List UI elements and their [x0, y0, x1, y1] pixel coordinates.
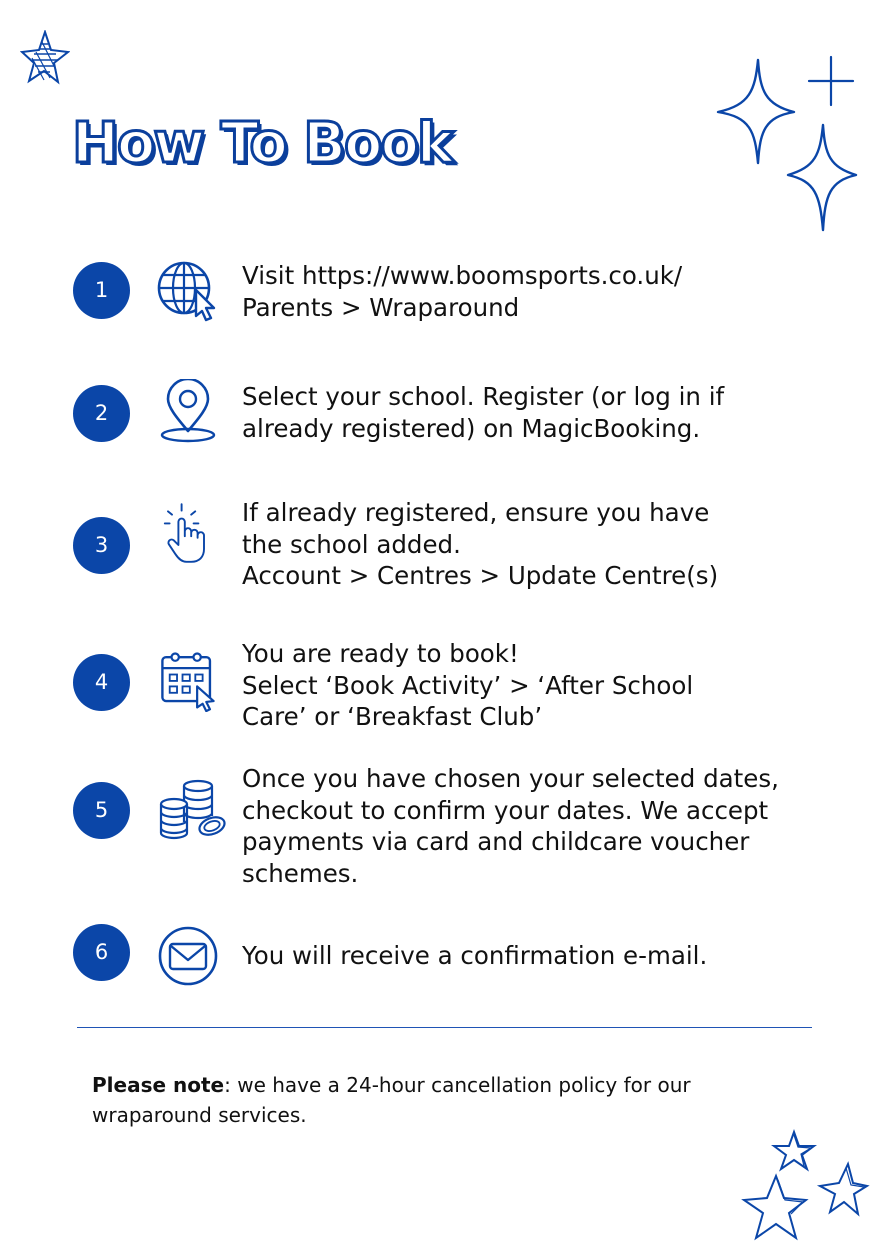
note-label: Please note [92, 1073, 225, 1097]
scribble-star-icon [20, 30, 70, 85]
step-number: 3 [73, 517, 130, 574]
step-text: Once you have chosen your selected dates, checkout to confirm your dates. We accept payments via card and childcare voucher schemes. [242, 764, 779, 888]
page-title: How To Book [72, 111, 453, 176]
step-number: 6 [73, 924, 130, 981]
sparkles-icon [710, 55, 865, 235]
envelope-icon [156, 924, 220, 988]
location-pin-icon [156, 379, 220, 443]
step-number: 2 [73, 385, 130, 442]
note-text: : we have a 24-hour cancellation policy for our wraparound services. [92, 1073, 691, 1127]
cancellation-note [92, 1070, 772, 1130]
coins-icon [156, 776, 228, 840]
step-number: 4 [73, 654, 130, 711]
step-text: You will receive a confirmation e-mail. [242, 941, 708, 970]
step-text: If already registered, ensure you have the school added. Account > Centres > Update Centre(s) [242, 498, 719, 590]
step-number: 5 [73, 782, 130, 839]
tap-hand-icon [156, 501, 220, 565]
step-text: You are ready to book! Select ‘Book Activity’ > ‘After School Care’ or ‘Breakfast Club’ [242, 639, 694, 731]
doodle-stars-icon [740, 1128, 870, 1243]
step-text: Visit https://www.boomsports.co.uk/ Parents > Wraparound [242, 261, 683, 322]
calendar-cursor-icon [156, 648, 220, 712]
step-text: Select your school. Register (or log in if already registered) on MagicBooking. [242, 382, 725, 443]
step-number: 1 [73, 262, 130, 319]
globe-cursor-icon [156, 258, 220, 322]
divider [77, 1027, 812, 1028]
